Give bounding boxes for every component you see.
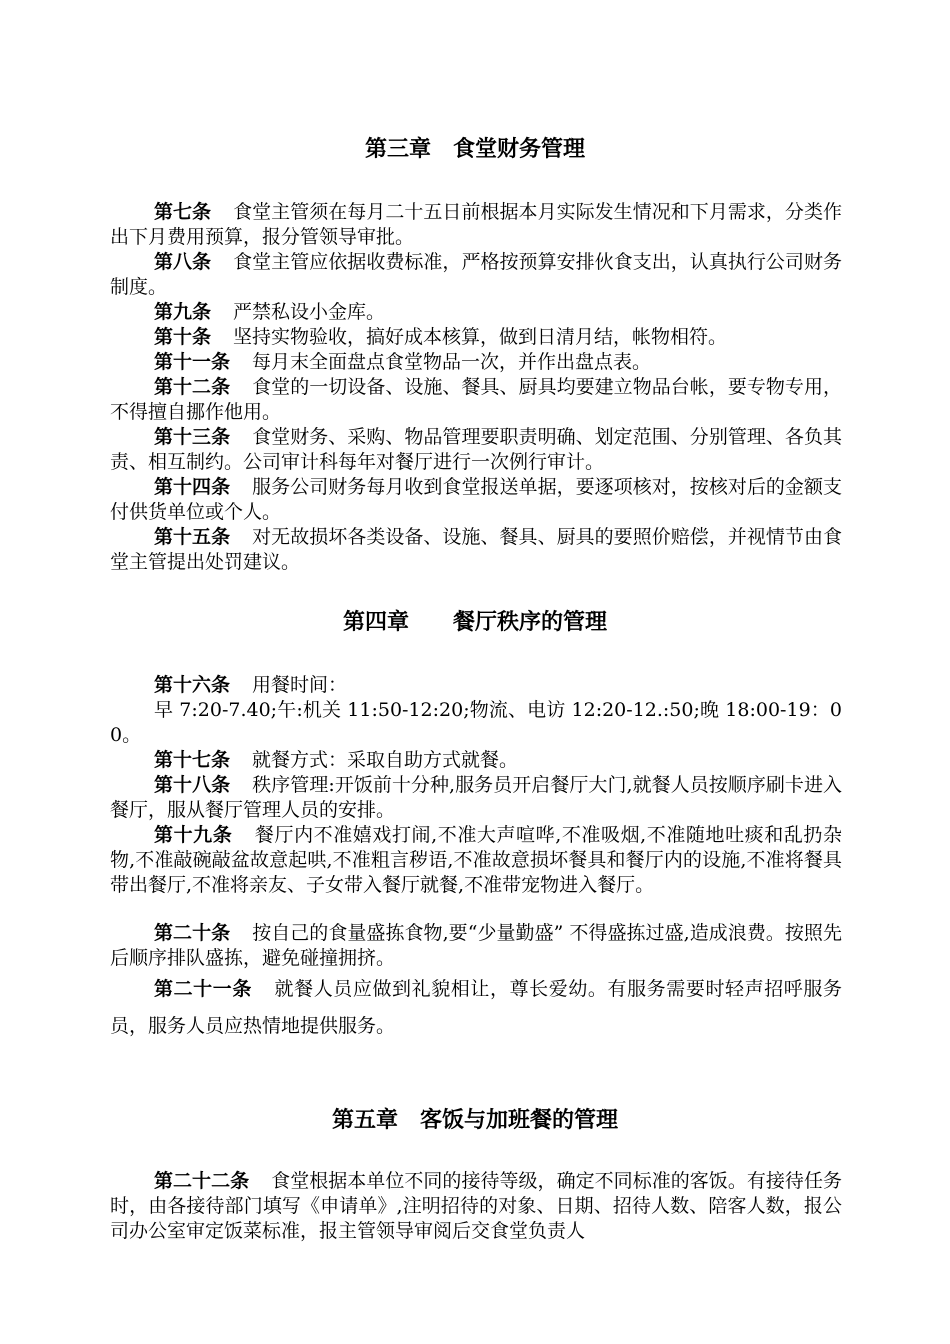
- article-label: 第二十二条: [154, 1170, 250, 1192]
- article-label: 第二十条: [154, 922, 231, 944]
- article-17: [110, 748, 842, 773]
- article-16: [110, 673, 842, 698]
- article-12: [110, 375, 842, 425]
- meal-times: [110, 698, 842, 748]
- article-label: 第十条: [154, 326, 212, 348]
- article-text: 用餐时间：: [252, 674, 348, 696]
- article-label: 第二十一条: [154, 978, 252, 1000]
- chapter-4-title: 第四章 餐厅秩序的管理: [342, 610, 607, 635]
- article-label: 第十一条: [154, 351, 231, 373]
- article-11: [110, 350, 842, 375]
- article-22: [110, 1169, 842, 1244]
- article-text: 严禁私设小金库。: [233, 301, 386, 323]
- article-label: 第十九条: [154, 824, 233, 846]
- article-text: 服务公司财务每月收到食堂报送单据，要逐项核对，按核对后的金额支付供货单位或个人。: [110, 476, 842, 523]
- article-text: 食堂的一切设备、设施、餐具、厨具均要建立物品台帐，要专物专用，不得擅自挪作他用。: [110, 376, 842, 423]
- article-label: 第十八条: [154, 774, 231, 796]
- article-text: 就餐方式：采取自助方式就餐。: [252, 749, 519, 771]
- article-20: [110, 921, 842, 971]
- article-label: 第十七条: [154, 749, 231, 771]
- article-text: 食堂主管应依据收费标准，严格按预算安排伙食支出，认真执行公司财务制度。: [110, 251, 842, 298]
- article-label: 第八条: [154, 251, 212, 273]
- article-text: 坚持实物验收，搞好成本核算，做到日清月结，帐物相符。: [233, 326, 728, 348]
- article-text: 对无故损坏各类设备、设施、餐具、厨具的要照价赔偿，并视情节由食堂主管提出处罚建议。: [110, 526, 842, 573]
- article-text: 按自己的食量盛拣食物,要“少量勤盛” 不得盛拣过盛,造成浪费。按照先后顺序排队盛拣，避免碰撞拥挤。: [110, 922, 842, 969]
- article-label: 第十二条: [154, 376, 231, 398]
- article-text: 秩序管理:开饭前十分种,服务员开启餐厅大门,就餐人员按顺序刷卡进入餐厅，服从餐厅管理人员的安排。: [110, 774, 842, 821]
- article-label: 第七条: [154, 201, 212, 223]
- article-text: 餐厅内不准嬉戏打闹,不准大声喧哗,不准吸烟,不准随地吐痰和乱扔杂物,不准敲碗敲盆故意起哄,不准粗言秽语,不准故意损坏餐具和餐厅内的设施,不准将餐具带出餐厅,不准将亲友、子女带入餐厅就餐,不准带宠物进入餐厅。: [110, 824, 842, 896]
- article-18: [110, 773, 842, 823]
- article-label: 第十六条: [154, 674, 231, 696]
- article-text: 食堂财务、采购、物品管理要职责明确、划定范围、分别管理、各负其责、相互制约。公司审计科每年对餐厅进行一次例行审计。: [110, 426, 842, 473]
- article-21: [110, 971, 842, 1045]
- article-text: 就餐人员应做到礼貌相让，尊长爱幼。有服务需要时轻声招呼服务员，服务人员应热情地提供服务。: [110, 978, 842, 1037]
- article-14: [110, 475, 842, 525]
- article-7: [110, 200, 842, 250]
- article-label: 第十五条: [154, 526, 231, 548]
- article-9: [110, 300, 842, 325]
- article-text: 食堂主管须在每月二十五日前根据本月实际发生情况和下月需求，分类作出下月费用预算，报分管领导审批。: [110, 201, 842, 248]
- article-label: 第九条: [154, 301, 212, 323]
- article-13: [110, 425, 842, 475]
- article-label: 第十三条: [154, 426, 231, 448]
- meal-times-text: 早 7:20-7.40;午:机关 11:50-12:20;物流、电访 12:20-12.:50;晚 18:00-19：00。: [110, 699, 842, 746]
- article-label: 第十四条: [154, 476, 231, 498]
- article-text: 每月末全面盘点食堂物品一次，并作出盘点表。: [252, 351, 652, 373]
- article-15: [110, 525, 842, 575]
- chapter-5-title: 第五章 客饭与加班餐的管理: [331, 1108, 618, 1133]
- chapter-3-title: 第三章 食堂财务管理: [364, 137, 585, 162]
- article-8: [110, 250, 842, 300]
- article-10: [110, 325, 842, 350]
- article-text: 食堂根据本单位不同的接待等级，确定不同标准的客饭。有接待任务时，由各接待部门填写《申请单》,注明招待的对象、日期、招待人数、陪客人数，报公司办公室审定饭菜标准，报主管领导审阅后交食堂负责人: [110, 1170, 842, 1242]
- article-19: [110, 823, 842, 898]
